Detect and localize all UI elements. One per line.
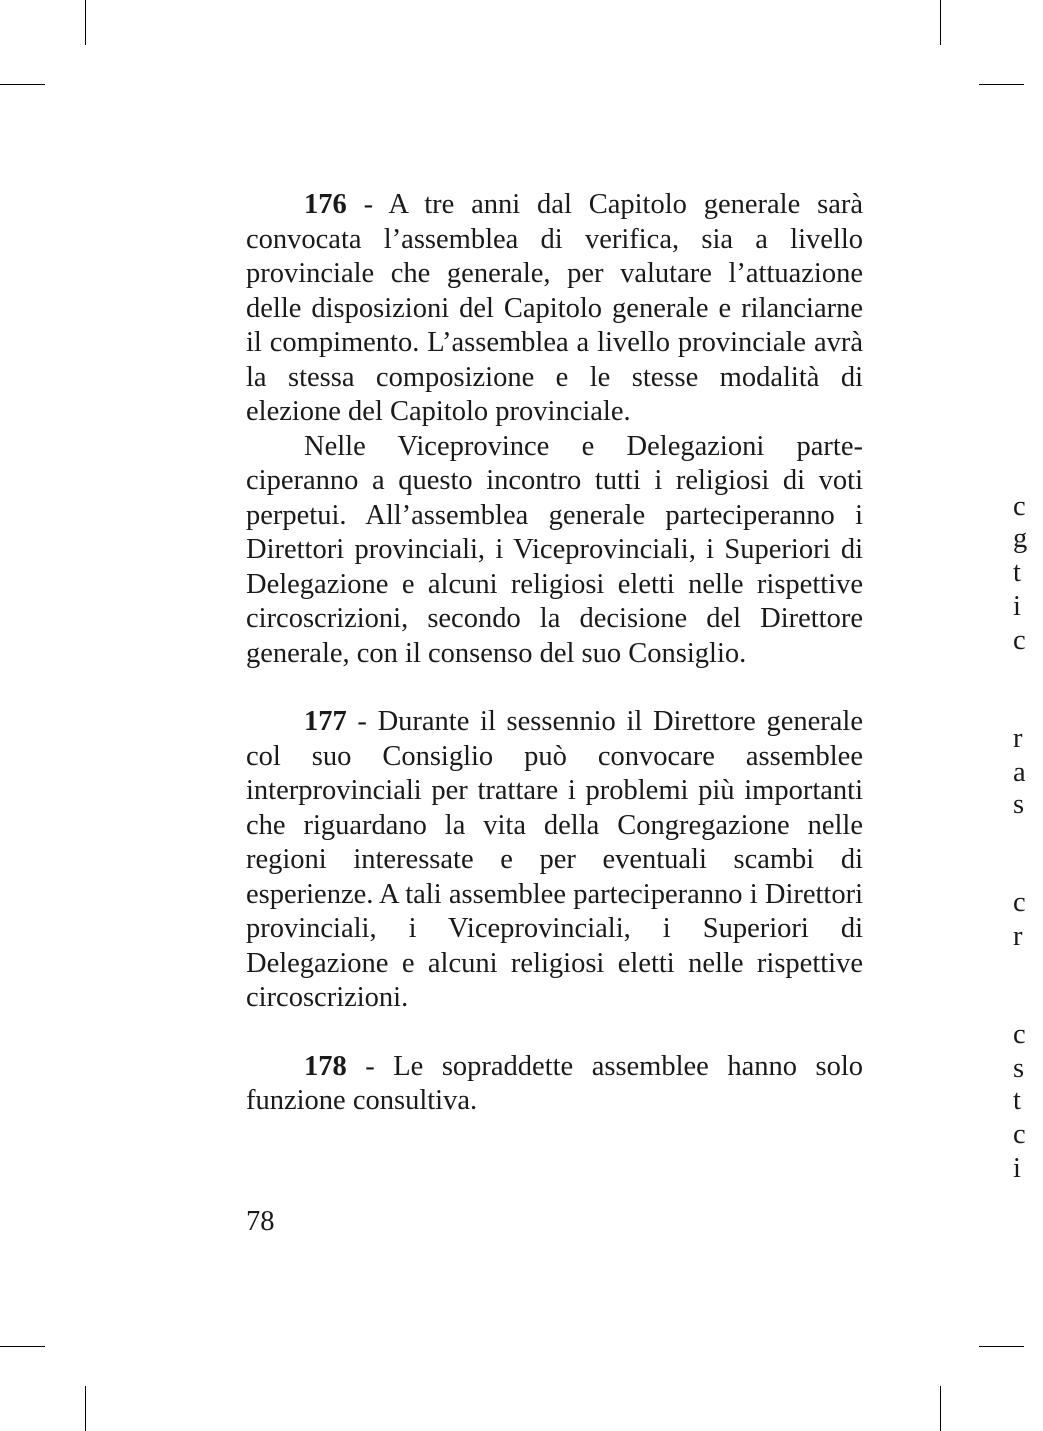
- crop-mark: [85, 1386, 86, 1431]
- crop-mark: [979, 1346, 1024, 1347]
- article-text: - Durante il sessennio il Direttore generale col suo Consiglio può convocare assemblee interprovinciali per trattare i problemi più importanti che riguardano la vita della Congregazione nelle regioni interessate e per eventuali scambi di esperienze. A tali assemblee parteciperanno i Direttori provinciali, i Viceprovinciali, i Superiori di Delegazione e alcuni religiosi eletti nelle rispettive circoscrizioni.: [246, 706, 863, 1013]
- crop-mark: [979, 84, 1024, 85]
- facing-page-letter: r: [1013, 921, 1023, 952]
- crop-mark: [0, 84, 45, 85]
- facing-page-letter: i: [1013, 1153, 1021, 1184]
- article-number: 177: [304, 706, 347, 737]
- crop-mark: [85, 0, 86, 45]
- facing-page-letter: c: [1013, 887, 1026, 918]
- facing-page-letter: i: [1013, 591, 1021, 622]
- facing-page-letter: s: [1013, 1053, 1025, 1084]
- article-176-paragraph-2: Nelle Viceprovince e Delegazioni parteciperanno a questo incontro tutti i religiosi di voti perpetui. All’assemblea generale parteciperanno i Direttori provinciali, i Viceprovinciali, i Superiori di Delegazione e alcuni religiosi eletti nelle rispettive circoscrizioni, secondo la decisione del Direttore generale, con il consenso del suo Consiglio.: [246, 430, 863, 669]
- facing-page-letter: t: [1013, 557, 1021, 588]
- crop-mark: [940, 1386, 941, 1431]
- article-number: 176: [304, 189, 347, 220]
- article-178: [246, 1050, 863, 1119]
- facing-page-letter: s: [1013, 789, 1025, 820]
- facing-page-letter: t: [1013, 1085, 1021, 1116]
- facing-page-letter: r: [1013, 723, 1023, 754]
- article-text: - Le sopraddette assemblee hanno solo funzione consultiva.: [246, 1050, 863, 1116]
- facing-page-letter: a: [1013, 757, 1026, 788]
- facing-page-letter: c: [1013, 625, 1026, 656]
- facing-page-letter: c: [1013, 1119, 1026, 1150]
- article-text: - A tre anni dal Capitolo generale sarà convocata l’assemblea di verifica, sia a livello provinciale che generale, per valutare l’attuazione delle disposizioni del Capitolo generale e rilanciarne il compimento. L’assemblea a livello provinciale avrà la stessa composizione e le stesse modalità di elezione del Capitolo provinciale.: [246, 189, 863, 427]
- crop-mark: [940, 0, 941, 45]
- facing-page-letter: c: [1013, 1019, 1026, 1050]
- facing-page-letter: g: [1013, 523, 1028, 554]
- body-text: [246, 188, 863, 1119]
- page-number: 78: [246, 1206, 275, 1237]
- crop-mark: [0, 1346, 45, 1347]
- facing-page-letter: c: [1013, 491, 1026, 522]
- article-number: 178: [304, 1050, 347, 1082]
- article-176-paragraph-1: [246, 188, 863, 430]
- article-177: [246, 705, 863, 1016]
